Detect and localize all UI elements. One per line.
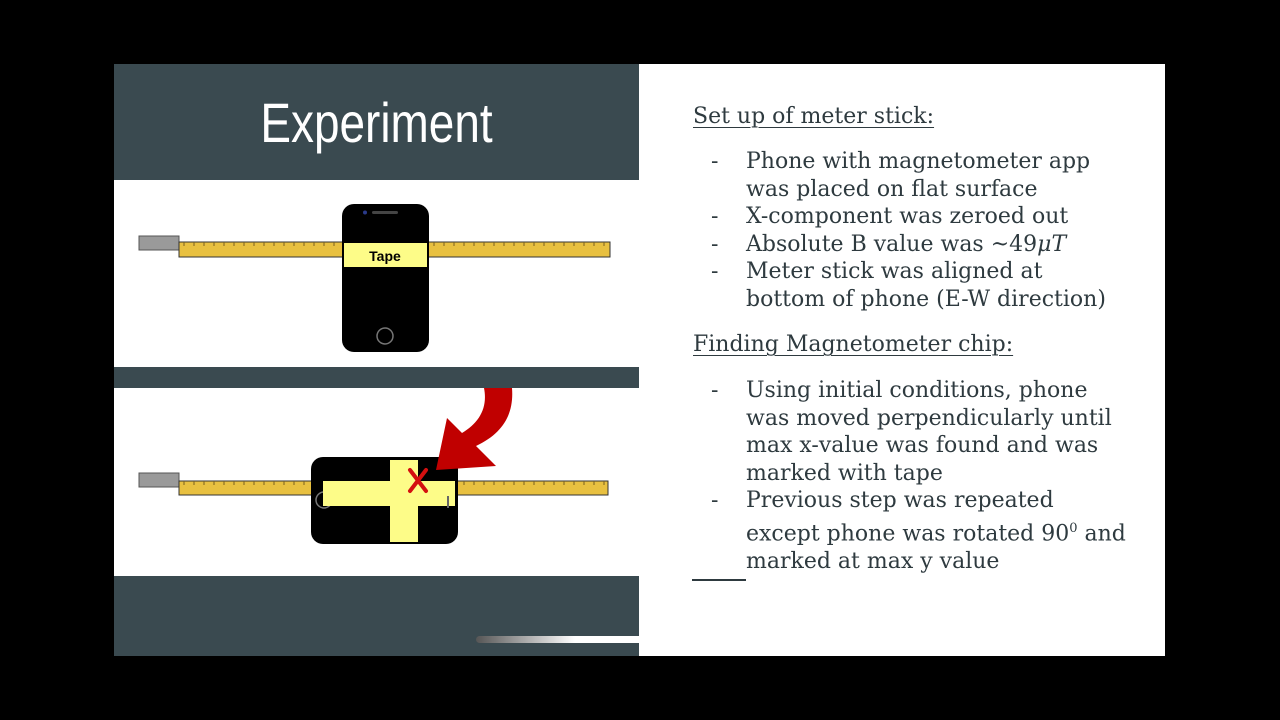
figure-phone-on-meter-stick	[114, 180, 639, 367]
ruler-clip	[139, 236, 179, 250]
bullet-dash: -	[711, 259, 719, 285]
video-scrubber-bar[interactable]	[476, 636, 805, 643]
right-panel	[639, 64, 1165, 656]
section-heading-finding-chip: Finding Magnetometer chip:	[693, 332, 1014, 357]
unit-text: μT	[1037, 231, 1067, 257]
slide	[114, 64, 1165, 656]
figure-rotated-phone-marked	[114, 388, 639, 576]
left-panel	[114, 64, 639, 656]
ruler-clip	[139, 473, 179, 487]
list-item: - Absolute B value was ~49μT	[711, 231, 1067, 257]
list-item: - Previous step was repeated except phone was rotated $90^0$ and marked at max y value	[711, 488, 1126, 574]
curved-arrow-icon	[436, 388, 512, 470]
list-item: - Phone with magnetometer app was placed on flat surface	[711, 149, 1091, 202]
phone-speaker	[372, 211, 398, 214]
finding-chip-list	[693, 377, 1126, 575]
bullet-dash: -	[711, 378, 719, 403]
section-heading-setup: Set up of meter stick:	[693, 104, 935, 129]
divider-line	[692, 579, 746, 581]
phone-body	[342, 204, 429, 352]
bullet-dash: -	[711, 231, 719, 257]
bullet-dash: -	[711, 488, 719, 514]
setup-list	[693, 148, 1126, 314]
slide-title: Experiment	[260, 90, 493, 154]
bullet-dash: -	[711, 204, 719, 230]
tape-label: Tape	[369, 248, 401, 264]
list-item: - Meter stick was aligned at bottom of phone (E-W direction)	[711, 259, 1106, 312]
phone-camera	[363, 211, 367, 215]
tape-strip-horizontal	[323, 481, 455, 506]
list-item: - Using initial conditions, phone was moved perpendicularly until max x-value was found and was marked with tape	[711, 378, 1112, 486]
phone-side-button	[447, 496, 449, 508]
bullet-dash: -	[711, 149, 719, 174]
list-item: - X-component was zeroed out	[711, 204, 1069, 230]
